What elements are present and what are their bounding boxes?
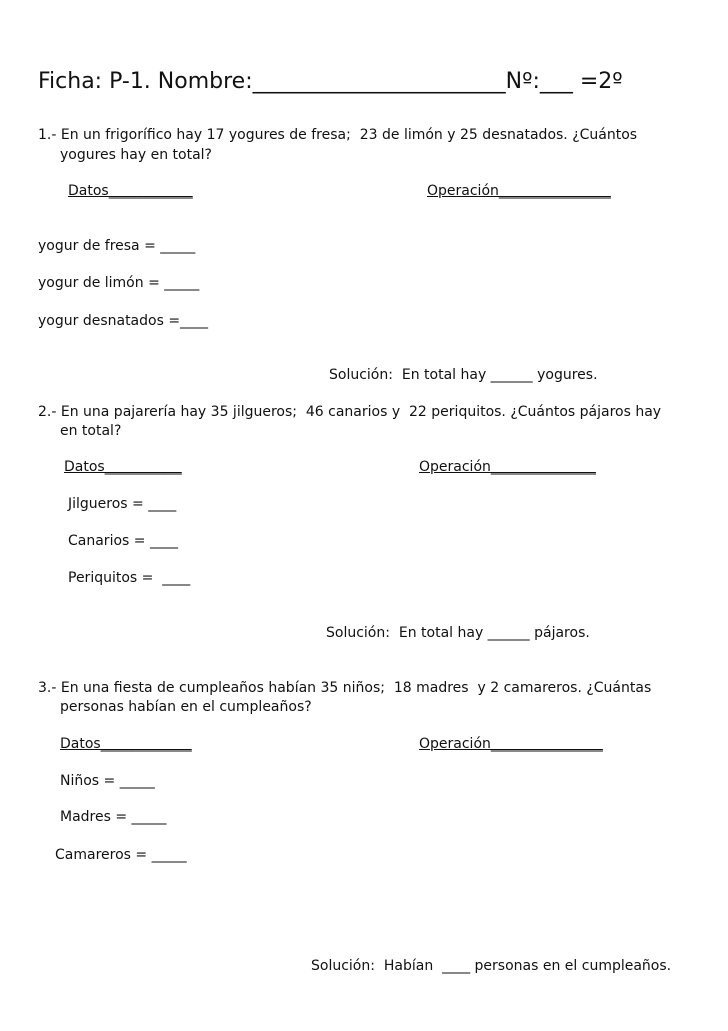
data-item: Niños = _____ bbox=[60, 773, 155, 789]
data-item: Periquitos = ____ bbox=[68, 570, 191, 586]
problem-statement: 2.- En una pajarería hay 35 jilgueros; 46 canarios y 22 periquitos. ¿Cuántos pájaros hay bbox=[38, 404, 662, 420]
datos-label: Datos___________ bbox=[64, 459, 182, 475]
solution-line: Solución: En total hay ______ pájaros. bbox=[326, 625, 590, 641]
problem-statement: 3.- En una fiesta de cumpleaños habían 35 niños; 18 madres y 2 camareros. ¿Cuántas bbox=[38, 680, 652, 696]
problem-statement: 1.- En un frigorífico hay 17 yogures de fresa; 23 de limón y 25 desnatados. ¿Cuántos bbox=[38, 127, 638, 143]
data-item: Camareros = _____ bbox=[55, 847, 187, 863]
data-item: yogur de limón = _____ bbox=[38, 275, 200, 291]
page-title: Ficha: P-1. Nombre:_______________________Nº:___ =2º bbox=[38, 69, 623, 94]
datos-label: Datos____________ bbox=[68, 183, 193, 199]
problem-statement-continued: yogures hay en total? bbox=[60, 147, 212, 163]
problem-statement-continued: personas habían en el cumpleaños? bbox=[60, 699, 312, 715]
solution-line: Solución: Habían ____ personas en el cumpleaños. bbox=[311, 958, 672, 974]
data-item: yogur desnatados =____ bbox=[38, 313, 209, 329]
data-item: Canarios = ____ bbox=[68, 533, 178, 549]
data-item: Jilgueros = ____ bbox=[68, 496, 177, 512]
data-item: yogur de fresa = _____ bbox=[38, 238, 196, 254]
problem-statement-continued: en total? bbox=[60, 423, 122, 439]
datos-label: Datos_____________ bbox=[60, 736, 192, 752]
operacion-label: Operación_______________ bbox=[419, 459, 596, 475]
solution-line: Solución: En total hay ______ yogures. bbox=[329, 367, 598, 383]
data-item: Madres = _____ bbox=[60, 809, 167, 825]
operacion-label: Operación________________ bbox=[427, 183, 611, 199]
operacion-label: Operación________________ bbox=[419, 736, 603, 752]
